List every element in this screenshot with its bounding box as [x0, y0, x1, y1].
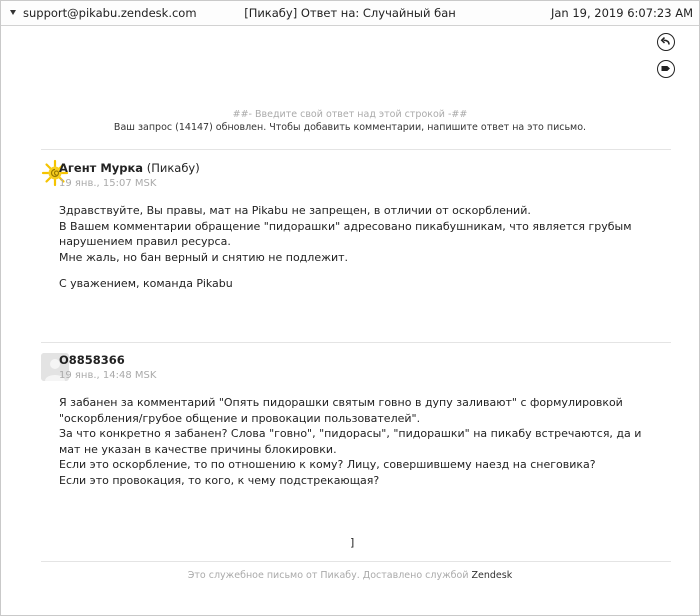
agent-message-body	[59, 203, 659, 292]
message-line: Если это провокация, то кого, к чему подстрекающая?	[59, 473, 380, 487]
reply-icon	[658, 34, 673, 49]
tag-button[interactable]	[657, 60, 675, 78]
request-status-text: Ваш запрос (14147) обновлен. Чтобы добавить комментарии, напишите ответ на это письмо.	[113, 122, 587, 133]
agent-org: (Пикабу)	[146, 161, 200, 175]
divider	[41, 342, 671, 343]
user-name: O8858366	[59, 353, 125, 367]
reply-button[interactable]	[657, 33, 675, 51]
tag-icon	[658, 61, 673, 76]
footer-text: Это служебное письмо от Пикабу. Доставлено службой	[187, 570, 469, 581]
footer-brand-link[interactable]: Zendesk	[471, 570, 513, 581]
message-subject: [Пикабу] Ответ на: Случайный бан	[244, 6, 456, 20]
message-header	[1, 1, 699, 26]
footer	[1, 570, 699, 581]
agent-name: Агент Мурка	[59, 161, 144, 175]
message-line: За что конкретно я забанен? Слова "говно", "пидорасы", "пидорашки" на пикабу встречаются, да и мат не указан в качестве причины блокировки.	[59, 427, 642, 456]
user-author	[59, 353, 125, 367]
agent-message-timestamp: 19 янв., 15:07 MSK	[59, 178, 157, 189]
expand-arrow-icon[interactable]	[10, 10, 16, 15]
message-line: Я забанен за комментарий "Опять пидорашки святым говно в дупу заливают" с формулировкой "оскорбления/грубое общение и провокации пользователей".	[59, 396, 623, 425]
divider	[41, 149, 671, 150]
text-cursor-mark: ]	[350, 536, 355, 549]
divider	[41, 561, 671, 562]
message-line: В Вашем комментарии обращение "пидорашки" адресовано пикабушникам, что является грубым нарушением правил ресурса.	[59, 219, 632, 248]
message-date: Jan 19, 2019 6:07:23 AM	[550, 6, 693, 20]
reply-above-line: ##- Введите свой ответ над этой строкой -##	[232, 109, 468, 120]
message-line: Здравствуйте, Вы правы, мат на Pikabu не запрещен, в отличии от оскорблений.	[59, 204, 531, 217]
message-signature: С уважением, команда Pikabu	[59, 277, 233, 290]
message-line: Мне жаль, но бан верный и снятию не подлежит.	[59, 250, 349, 264]
sender-address[interactable]: support@pikabu.zendesk.com	[23, 6, 197, 20]
message-line: Если это оскорбление, то по отношению к кому? Лицу, совершившему наезд на снеговика?	[59, 458, 596, 471]
user-message-timestamp: 19 янв., 14:48 MSK	[59, 370, 157, 381]
user-message-body	[59, 395, 659, 488]
agent-author	[59, 161, 200, 175]
